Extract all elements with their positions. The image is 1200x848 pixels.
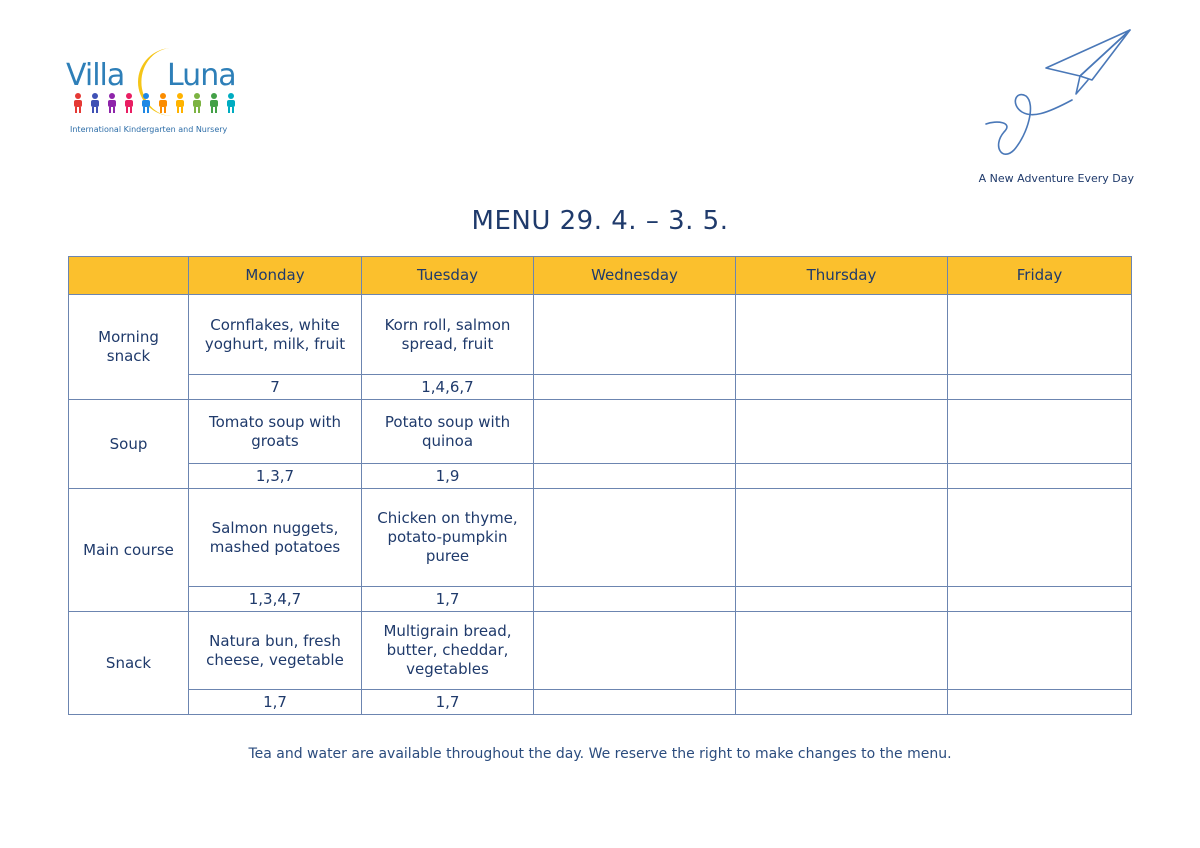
allergen-cell <box>948 375 1132 400</box>
page-title: MENU 29. 4. – 3. 5. <box>471 206 729 236</box>
meal-row <box>69 489 1132 587</box>
dish-cell: Cornflakes, white yoghurt, milk, fruit <box>189 295 362 375</box>
allergen-cell: 1,3,4,7 <box>189 587 362 612</box>
header-corner <box>69 257 189 295</box>
day-header-monday: Monday <box>189 257 362 295</box>
allergen-cell <box>948 690 1132 715</box>
dish-cell: Multigrain bread, butter, cheddar, vegetables <box>362 612 534 690</box>
dish-cell <box>948 612 1132 690</box>
dish-cell <box>736 612 948 690</box>
logo-word-villa: Villa <box>66 58 125 93</box>
allergen-cell <box>736 690 948 715</box>
allergen-cell <box>534 375 736 400</box>
allergen-row <box>69 375 1132 400</box>
dish-cell <box>948 295 1132 375</box>
dish-cell <box>736 400 948 464</box>
logo-word-luna: Luna <box>167 58 236 93</box>
dish-cell <box>534 400 736 464</box>
dish-cell: Korn roll, salmon spread, fruit <box>362 295 534 375</box>
dish-cell: Natura bun, fresh cheese, vegetable <box>189 612 362 690</box>
allergen-cell <box>948 587 1132 612</box>
allergen-cell: 1,9 <box>362 464 534 489</box>
dish-cell <box>736 489 948 587</box>
footer-note: Tea and water are available throughout the day. We reserve the right to make changes to the menu. <box>248 746 952 762</box>
allergen-row <box>69 464 1132 489</box>
allergen-cell: 1,7 <box>362 587 534 612</box>
meal-label: Snack <box>69 612 189 715</box>
day-header-tuesday: Tuesday <box>362 257 534 295</box>
meal-row <box>69 400 1132 464</box>
logo-tagline: International Kindergarten and Nursery <box>70 125 228 134</box>
meal-label: Morning snack <box>69 295 189 400</box>
allergen-row <box>69 690 1132 715</box>
dish-cell: Tomato soup with groats <box>189 400 362 464</box>
allergen-cell <box>534 464 736 489</box>
children-row-icon <box>70 92 240 114</box>
meal-row <box>69 295 1132 375</box>
dish-cell: Salmon nuggets, mashed potatoes <box>189 489 362 587</box>
allergen-row <box>69 587 1132 612</box>
dish-cell <box>534 489 736 587</box>
allergen-cell: 1,4,6,7 <box>362 375 534 400</box>
dish-cell <box>534 295 736 375</box>
allergen-cell: 7 <box>189 375 362 400</box>
dish-cell <box>948 400 1132 464</box>
allergen-cell: 1,7 <box>189 690 362 715</box>
menu-table <box>68 256 1132 715</box>
dish-cell <box>948 489 1132 587</box>
allergen-cell <box>534 690 736 715</box>
allergen-cell <box>736 375 948 400</box>
paper-plane-icon <box>976 24 1140 164</box>
dish-cell <box>736 295 948 375</box>
dish-cell <box>534 612 736 690</box>
villa-luna-logo <box>66 44 246 140</box>
slogan: A New Adventure Every Day <box>978 172 1134 185</box>
dish-cell: Potato soup with quinoa <box>362 400 534 464</box>
allergen-cell: 1,3,7 <box>189 464 362 489</box>
allergen-cell <box>736 587 948 612</box>
allergen-cell: 1,7 <box>362 690 534 715</box>
day-header-friday: Friday <box>948 257 1132 295</box>
meal-label: Soup <box>69 400 189 489</box>
allergen-cell <box>736 464 948 489</box>
meal-label: Main course <box>69 489 189 612</box>
header-row <box>69 257 1132 295</box>
dish-cell: Chicken on thyme, potato-pumpkin puree <box>362 489 534 587</box>
allergen-cell <box>948 464 1132 489</box>
meal-row <box>69 612 1132 690</box>
allergen-cell <box>534 587 736 612</box>
day-header-wednesday: Wednesday <box>534 257 736 295</box>
day-header-thursday: Thursday <box>736 257 948 295</box>
